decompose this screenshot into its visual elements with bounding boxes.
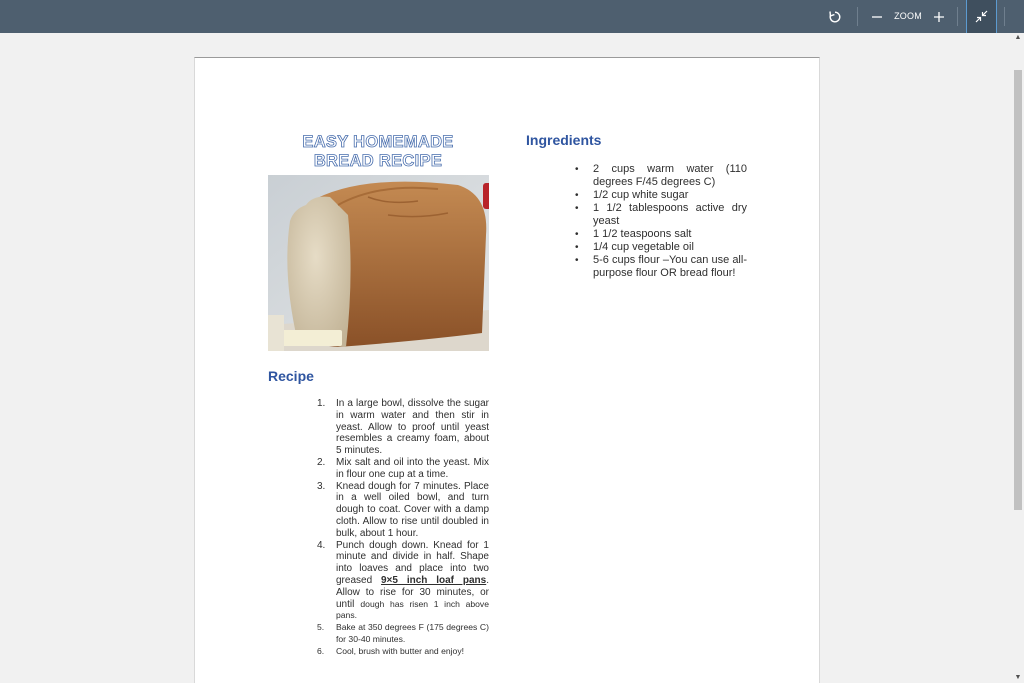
step-text: Bake at 350 degrees F (175 degrees C) for 30-40 minutes. xyxy=(336,622,489,644)
document-page xyxy=(194,57,820,683)
rotate-icon xyxy=(828,10,842,24)
list-item xyxy=(317,622,489,646)
step-text: Knead dough for 7 minutes. Place in a well oiled bowl, and turn dough to coat. Cover with a damp cloth. Allow to rise until doubled in bulk, about 1 hour. xyxy=(336,480,489,539)
bread-photo xyxy=(268,175,489,351)
bread-loaf-image xyxy=(268,175,489,351)
list-item: • 5-6 cups flour –You can use all-purpose flour OR bread flour! xyxy=(593,254,747,280)
title-line: BREAD RECIPE xyxy=(313,152,443,170)
exit-fullscreen-button[interactable] xyxy=(966,0,997,33)
toolbar-separator xyxy=(1004,7,1005,26)
step-number: 3. xyxy=(317,480,326,492)
list-item: • 1 1/2 tablespoons active dry yeast xyxy=(593,202,747,228)
recipe-steps xyxy=(317,398,489,658)
step-number: 5. xyxy=(317,622,325,633)
list-item: • 1/2 cup white sugar xyxy=(593,189,747,202)
document-viewer[interactable] xyxy=(0,33,1012,683)
scroll-up-arrow-icon[interactable]: ▲ xyxy=(1014,34,1022,41)
step-text: . Allow to rise for 30 minutes, or until xyxy=(336,574,489,610)
toolbar-separator xyxy=(857,7,858,26)
zoom-out-button[interactable] xyxy=(868,0,886,33)
recipe-heading: Recipe xyxy=(268,368,314,384)
plus-icon xyxy=(933,11,945,23)
step-number: 1. xyxy=(317,398,326,409)
step-text: Punch dough down. Knead for 1 minute and divide in half. Shape into loaves and place into two greased xyxy=(336,539,489,586)
list-item xyxy=(317,398,489,457)
vertical-scrollbar[interactable] xyxy=(1012,33,1024,683)
scroll-thumb[interactable] xyxy=(1014,70,1022,510)
list-item xyxy=(317,480,489,540)
list-item: • 1/4 cup vegetable oil xyxy=(593,241,747,254)
step-text: dough has risen 1 inch above pans. xyxy=(336,598,489,621)
list-item: • 2 cups warm water (110 degrees F/45 degrees C) xyxy=(593,163,747,189)
rotate-button[interactable] xyxy=(823,0,847,33)
ingredients-list xyxy=(593,163,747,280)
step-text: Mix salt and oil into the yeast. Mix in flour one cup at a time. xyxy=(336,456,489,480)
zoom-in-button[interactable] xyxy=(930,0,948,33)
viewer-toolbar xyxy=(0,0,1024,33)
title-line: EASY HOMEMADE xyxy=(302,133,454,151)
document-title xyxy=(268,133,488,171)
step-number: 2. xyxy=(317,456,326,468)
scroll-down-arrow-icon[interactable]: ▼ xyxy=(1014,674,1022,681)
list-item xyxy=(317,645,489,658)
toolbar-separator xyxy=(957,7,958,26)
list-item xyxy=(317,456,489,481)
step-number: 6. xyxy=(317,645,325,656)
step-number: 4. xyxy=(317,539,326,551)
loaf-pans-link[interactable]: 9×5 inch loaf pans xyxy=(381,574,487,586)
step-text: Cool, brush with butter and enjoy! xyxy=(336,645,465,656)
zoom-label: ZOOM xyxy=(894,11,922,21)
minus-icon xyxy=(871,11,883,23)
step-text: In a large bowl, dissolve the sugar in warm water and then stir in yeast. Allow to proof until yeast resembles a creamy foam, about 5 minutes. xyxy=(336,398,489,457)
list-item: • 1 1/2 teaspoons salt xyxy=(593,228,747,241)
ingredients-heading: Ingredients xyxy=(526,132,602,148)
collapse-icon xyxy=(975,10,988,23)
list-item xyxy=(317,539,489,623)
